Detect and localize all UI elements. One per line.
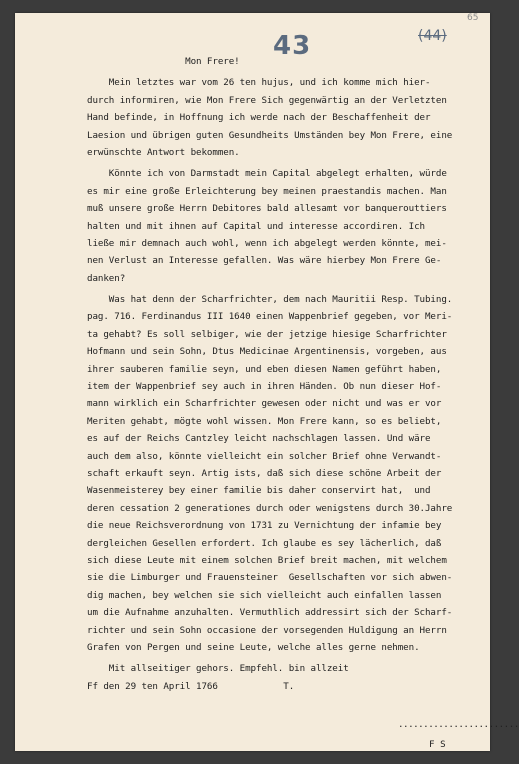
letter-line: ihrer sauberen familie seyn, und eben diesen Namen geführt haben, [87,363,442,375]
letter-line: dergleichen Gesellen erfordert. Ich glaube es sey lächerlich, daß [87,537,442,549]
letter-line: pag. 716. Ferdinandus III 1640 einen Wappenbrief gegeben, vor Meri- [87,311,453,323]
letter-line: Könnte ich von Darmstadt mein Capital abgelegt erhalten, würde [87,168,447,180]
page-number: 43 [273,31,312,61]
letter-line: es mir eine große Erleichterung bey meinen praestandis machen. Man [87,185,447,197]
letter-body [87,53,487,695]
letter-line: schaft erkauft seyn. Artig ists, daß sich diese schöne Arbeit der [87,467,442,479]
letter-line: Hofmann und sein Sohn, Dtus Medicinae Argentinensis, vorgeben, aus [87,346,447,358]
letter-line: muß unsere große Herrn Debitores bald allesamt vor banquerouttiers [87,203,447,215]
letter-line: es auf der Reichs Cantzley leicht nachschlagen lassen. Und wäre [87,433,431,445]
letter-line: sich diese Leute mit einem solchen Brief breit machen, mit welchem [87,554,447,566]
letter-line: item der Wappenbrief sey auch in ihren Händen. Ob nun dieser Hof- [87,381,442,393]
letter-line: Meriten gehabt, mögte wohl wissen. Mon Frere kann, so es beliebt, [87,415,442,427]
letter-line: deren cessation 2 generationes durch oder wenigstens durch 30.Jahre [87,502,453,514]
letter-line: danken? [87,272,126,284]
letter-line: um die Aufnahme anzuhalten. Vermuthlich addressirt sich der Scharf- [87,607,453,619]
letter-line: Was hat denn der Scharfrichter, dem nach Mauritii Resp. Tubing. [87,294,453,306]
letter-line: richter und sein Sohn occasione der vorsegenden Huldigung an Herrn [87,624,447,636]
letter-line: dig machen, bey welchen sie sich vielleicht auch einfallen lassen [87,589,442,601]
letter-line: nen Verlust an Interesse gefallen. Was wäre hierbey Mon Frere Ge- [87,255,442,267]
letter-line: Laesion und übrigen guten Gesundheits Umständen bey Mon Frere, eine [87,129,453,141]
letter-line: durch informiren, wie Mon Frere Sich gegenwärtig an der Verletzten [87,94,447,106]
salutation: Mon Frere! [87,56,240,67]
document-page [15,13,519,751]
corner-mark: 65 [467,13,479,23]
letter-line: auch dem also, könnte vielleicht ein solcher Brief ohne Verwandt- [87,450,442,462]
letter-line: halten und mit ihnen auf Capital und interesse accordiren. Ich [87,220,425,232]
letter-line: erwünschte Antwort bekommen. [87,146,240,158]
initials: F S [429,739,446,750]
date-line: Ff den 29 ten April 1766 T. [87,680,295,692]
letter-line: die neue Reichsverordnung von 1731 zu Vernichtung der infamie bey [87,520,442,532]
letter-line: ta gehabt? Es soll selbiger, wie der jetzige hiesige Scharfrichter [87,328,447,340]
letter-line: Wasenmeisterey bey einer familie bis daher conservirt hat, und [87,485,431,497]
letter-line: Hand befinde, in Hoffnung ich werde nach der Beschaffenheit der [87,112,431,124]
letter-line: sie die Limburger und Frauensteiner Gesellschaften vor sich abwen- [87,572,453,584]
letter-line: ließe mir demnach auch wohl, wenn ich abgelegt werden könnte, mei- [87,237,447,249]
letter-line: mann wirklich ein Scharfrichter gewesen oder nicht und was er vor [87,398,442,410]
letter-line: Mein letztes war vom 26 ten hujus, und ich komme mich hier- [87,77,431,89]
signature-dots: ........................ [398,719,519,730]
letter-line: Grafen von Pergen und seine Leute, welche alles gerne nehmen. [87,641,420,653]
letter-line: Mit allseitiger gehors. Empfehl. bin allzeit [87,663,349,675]
old-page-number: (44) [418,28,447,44]
